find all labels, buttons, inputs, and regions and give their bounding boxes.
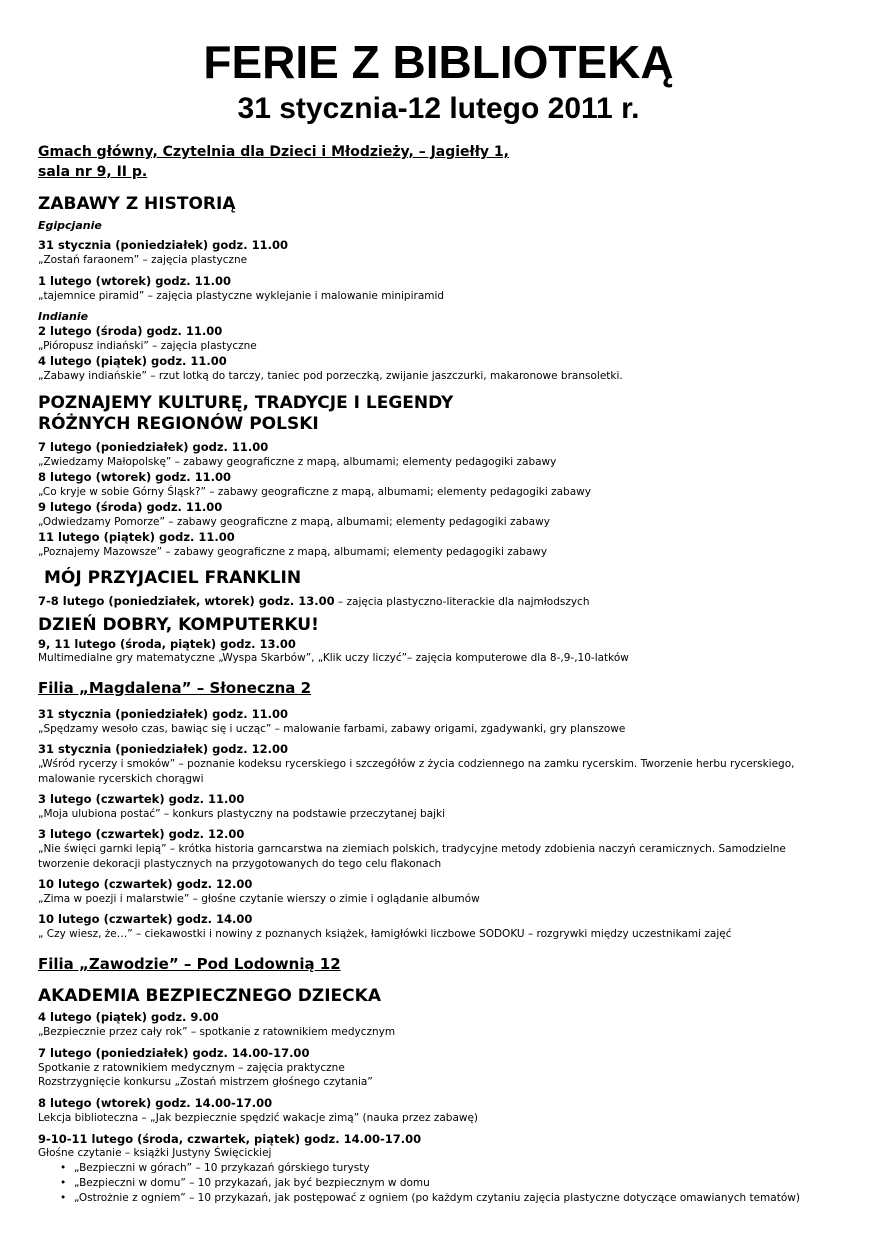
location-main-line2: sala nr 9, II p. [38,164,148,180]
event-date: 10 lutego (czwartek) godz. 12.00 [38,877,253,891]
event-description: „Zostań faraonem” – zajęcia plastyczne [38,254,248,266]
event-date: 8 lutego (wtorek) godz. 11.00 [38,470,232,484]
list-item [60,1191,800,1205]
event-date: 4 lutego (piątek) godz. 11.00 [38,354,227,368]
list-item-text: „Bezpieczni w górach” – 10 przykazań górskiego turysty [74,1162,370,1174]
section-heading-computer: DZIEŃ DOBRY, KOMPUTERKU! [38,615,319,635]
event-date: 7-8 lutego (poniedziałek, wtorek) godz. 13.00 [38,594,335,608]
list-item-text: „Ostrożnie z ogniem” – 10 przykazań, jak postępować z ogniem (po każdym czytaniu zajęcia plastyczne dotyczące omawianych tematów) [74,1192,800,1204]
event-date: 11 lutego (piątek) godz. 11.00 [38,530,235,544]
event-date: 31 stycznia (poniedziałek) godz. 11.00 [38,707,288,721]
event-description: – zajęcia plastyczno-literackie dla najmłodszych [334,596,590,608]
bullet-icon: • [60,1177,67,1189]
event-date: 10 lutego (czwartek) godz. 14.00 [38,912,253,926]
location-zawodzie: Filia „Zawodzie” – Pod Lodownią 12 [38,955,341,973]
event-description: „Spędzamy wesoło czas, bawiąc się i ucząc” – malowanie farbami, zabawy origami, zgadywanki, gry planszowe [38,723,626,735]
event-description: „Zabawy indiańskie” – rzut lotką do tarczy, taniec pod porzeczką, zwijanie jaszczurki, makaronowe bransoletki. [38,370,623,382]
event-description: Głośne czytanie – książki Justyny Święcickiej [38,1147,272,1159]
event-description: „Zwiedzamy Małopolskę” – zabawy geograficzne z mapą, albumami; elementy pedagogiki zabawy [38,456,557,468]
event-description: „Bezpiecznie przez cały rok” – spotkanie z ratownikiem medycznym [38,1026,396,1038]
location-main-line1: Gmach główny, Czytelnia dla Dzieci i Młodzieży, – Jagiełły 1, [38,144,509,160]
section-heading-safety: AKADEMIA BEZPIECZNEGO DZIECKA [38,986,381,1006]
event-description: Multimedialne gry matematyczne „Wyspa Skarbów”, „Klik uczy liczyć”– zajęcia komputerowe dla 8-,9-,10-latków [38,652,629,664]
event-description: „Moja ulubiona postać” – konkurs plastyczny na podstawie przeczytanej bajki [38,808,446,820]
section-heading-regions-line1: POZNAJEMY KULTURĘ, TRADYCJE I LEGENDY [38,393,454,413]
event-description: „ Czy wiesz, że…” – ciekawostki i nowiny z poznanych książek, łamigłówki liczbowe SODOKU – rozgrywki między uczestnikami zajęć [38,928,732,940]
event-date: 4 lutego (piątek) godz. 9.00 [38,1010,219,1024]
event-date: 9-10-11 lutego (środa, czwartek, piątek) godz. 14.00-17.00 [38,1132,422,1146]
page-subtitle: 31 stycznia-12 lutego 2011 r. [237,92,640,125]
subheading-egyptians: Egipcjanie [38,219,102,232]
section-heading-history: ZABAWY Z HISTORIĄ [38,194,236,214]
event-date: 3 lutego (czwartek) godz. 11.00 [38,792,245,806]
page-title: FERIE Z BIBLIOTEKĄ [203,36,674,88]
event-date: 9 lutego (środa) godz. 11.00 [38,500,223,514]
bullet-icon: • [60,1192,67,1204]
event-description: Rozstrzygnięcie konkursu „Zostań mistrzem głośnego czytania” [38,1076,373,1088]
event-date: 7 lutego (poniedziałek) godz. 11.00 [38,440,269,454]
event-date: 3 lutego (czwartek) godz. 12.00 [38,827,245,841]
event-date: 1 lutego (wtorek) godz. 11.00 [38,274,232,288]
event-description: Lekcja biblioteczna – „Jak bezpiecznie spędzić wakacje zimą” (nauka przez zabawę) [38,1112,479,1124]
event-description: „Nie święci garnki lepią” – krótka historia garncarstwa na ziemiach polskich, tradycyjne metody zdobienia naczyń ceramicznych. Samodzielne tworzenie dekoracji plastycznych na przygotowanych do tego celu flakonach [38,843,786,870]
event-description: „Pióropusz indiański” – zajęcia plastyczne [38,340,257,352]
list-item [60,1161,370,1175]
event-description: „tajemnice piramid” – zajęcia plastyczne wyklejanie i malowanie minipiramid [38,290,445,302]
event-description: „Odwiedzamy Pomorze” – zabawy geograficzne z mapą, albumami; elementy pedagogiki zabawy [38,516,550,528]
event-date: 7 lutego (poniedziałek) godz. 14.00-17.00 [38,1046,310,1060]
bullet-icon: • [60,1162,67,1174]
section-heading-franklin: MÓJ PRZYJACIEL FRANKLIN [44,568,302,588]
event-date: 2 lutego (środa) godz. 11.00 [38,324,223,338]
section-heading-regions-line2: RÓŻNYCH REGIONÓW POLSKI [38,414,319,434]
list-item-text: „Bezpieczni w domu” – 10 przykazań, jak być bezpiecznym w domu [74,1177,430,1189]
event-description: „Poznajemy Mazowsze” – zabawy geograficzne z mapą, albumami; elementy pedagogiki zabawy [38,546,548,558]
event-date: 9, 11 lutego (środa, piątek) godz. 13.00 [38,637,296,651]
list-item [60,1176,430,1190]
event-date: 31 stycznia (poniedziałek) godz. 11.00 [38,238,288,252]
event-date: 8 lutego (wtorek) godz. 14.00-17.00 [38,1096,273,1110]
event-description: Spotkanie z ratownikiem medycznym – zajęcia praktyczne [38,1062,345,1074]
subheading-indians: Indianie [38,310,89,323]
event-line-franklin [38,594,590,609]
location-magdalena: Filia „Magdalena” – Słoneczna 2 [38,679,312,697]
event-description: „Wśród rycerzy i smoków” – poznanie kodeksu rycerskiego i szczegółów z życia codziennego na zamku rycerskim. Tworzenie herbu rycerskiego, malowanie rycerskich chorągwi [38,758,795,785]
event-description: „Co kryje w sobie Górny Śląsk?” – zabawy geograficzne z mapą, albumami; elementy pedagogiki zabawy [38,486,591,498]
event-description: „Zima w poezji i malarstwie” – głośne czytanie wierszy o zimie i oglądanie albumów [38,893,480,905]
event-date: 31 stycznia (poniedziałek) godz. 12.00 [38,742,288,756]
